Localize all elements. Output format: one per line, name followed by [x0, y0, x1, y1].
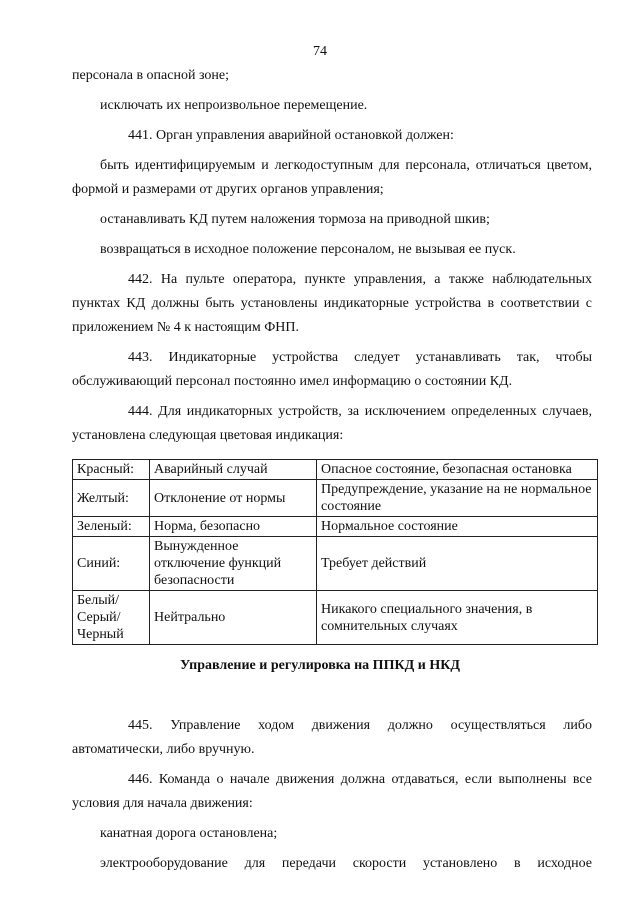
- table-cell-meaning: Вынужденное отключение функций безопасности: [150, 537, 317, 591]
- paragraph-text: Команда о начале движения должна отдаваться, если выполнены все условия для начала движения:: [72, 772, 592, 811]
- table-cell-description: Предупреждение, указание на не нормальное состояние: [317, 480, 598, 517]
- table-cell-meaning: Норма, безопасно: [150, 517, 317, 537]
- paragraph: канатная дорога остановлена;: [100, 826, 278, 841]
- numbered-paragraph: [72, 714, 592, 762]
- table-row: [73, 517, 598, 537]
- paragraph-text: Индикаторные устройства следует устанавливать так, чтобы обслуживающий персонал постоянно имел информацию о состоянии КД.: [72, 350, 592, 389]
- paragraph: электрооборудование для передачи скорости установлено в исходное: [100, 856, 592, 871]
- table-row: [73, 460, 598, 480]
- clause-number: 445.: [128, 718, 153, 733]
- section-title: Управление и регулировка на ППКД и НКД: [180, 658, 460, 673]
- numbered-paragraph: [72, 124, 592, 148]
- table-cell-color: Зеленый:: [73, 517, 150, 537]
- table-cell-description: Требует действий: [317, 537, 598, 591]
- clause-number: 446.: [128, 772, 153, 787]
- clause-number: 444.: [128, 404, 153, 419]
- table-cell-meaning: Отклонение от нормы: [150, 480, 317, 517]
- paragraph-text: Для индикаторных устройств, за исключением определенных случаев, установлена следующая цветовая индикация:: [72, 404, 593, 443]
- numbered-paragraph: [72, 346, 592, 394]
- table-row: [73, 537, 598, 591]
- paragraph-text: На пульте оператора, пункте управления, а также наблюдательных пунктах КД должны быть установлены индикаторные устройства в соответствии с приложением № 4 к настоящим ФНП.: [72, 272, 592, 335]
- table-row: [73, 591, 598, 645]
- clause-number: 441.: [128, 128, 153, 143]
- table-cell-color: Белый/ Серый/ Черный: [73, 591, 150, 645]
- clause-number: 442.: [128, 272, 153, 287]
- color-indication-table: [72, 459, 598, 645]
- numbered-paragraph: [72, 768, 592, 816]
- paragraph: исключать их непроизвольное перемещение.: [100, 98, 368, 113]
- table-cell-meaning: Аварийный случай: [150, 460, 317, 480]
- numbered-paragraph: [72, 268, 592, 340]
- paragraph-text: Управление ходом движения должно осуществляться либо автоматически, либо вручную.: [72, 718, 592, 757]
- numbered-paragraph: [72, 400, 592, 448]
- table-cell-description: Нормальное состояние: [317, 517, 598, 537]
- paragraph: быть идентифицируемым и легкодоступным для персонала, отличаться цветом, формой и размерами от других органов управления;: [72, 158, 592, 197]
- paragraph: останавливать КД путем наложения тормоза на приводной шкив;: [100, 212, 490, 227]
- document-body-top: [72, 64, 592, 448]
- paragraph: персонала в опасной зоне;: [72, 68, 230, 83]
- table-row: [73, 480, 598, 517]
- page-number: 74: [313, 44, 327, 59]
- table-cell-description: Опасное состояние, безопасная остановка: [317, 460, 598, 480]
- clause-number: 443.: [128, 350, 153, 365]
- table-cell-color: Желтый:: [73, 480, 150, 517]
- paragraph: возвращаться в исходное положение персоналом, не вызывая ее пуск.: [100, 242, 516, 257]
- document-body-bottom: [72, 714, 592, 876]
- table-cell-color: Синий:: [73, 537, 150, 591]
- table-cell-meaning: Нейтрально: [150, 591, 317, 645]
- table-cell-description: Никакого специального значения, в сомнительных случаях: [317, 591, 598, 645]
- paragraph-text: Орган управления аварийной остановкой должен:: [156, 128, 454, 143]
- table-cell-color: Красный:: [73, 460, 150, 480]
